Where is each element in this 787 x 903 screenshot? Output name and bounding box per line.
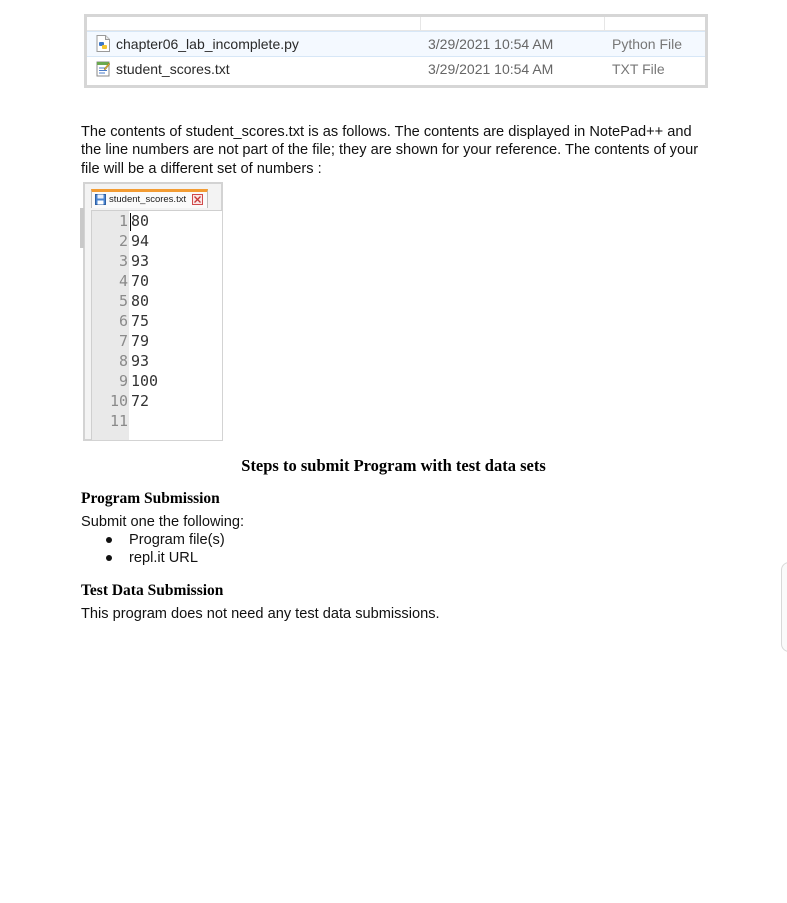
file-explorer-list [84, 14, 708, 88]
editor-line [92, 391, 222, 411]
notepad-tab[interactable] [91, 189, 208, 208]
line-number: 3 [118, 252, 128, 270]
notepad-editor[interactable] [91, 210, 222, 440]
editor-line [92, 311, 222, 331]
editor-line [92, 411, 222, 431]
file-row-python[interactable] [87, 31, 705, 57]
editor-line [92, 331, 222, 351]
line-text: 93 [131, 252, 150, 270]
file-type: Python File [612, 36, 683, 52]
line-text: 75 [131, 312, 150, 330]
list-item-text: Program file(s) [129, 532, 225, 548]
editor-line [92, 251, 222, 271]
editor-line [92, 371, 222, 391]
line-text: 80 [131, 212, 150, 230]
file-date: 3/29/2021 10:54 AM [428, 36, 554, 52]
line-text: 70 [131, 272, 150, 290]
save-file-icon [95, 194, 106, 205]
line-number: 9 [118, 372, 128, 390]
bullet-icon [106, 537, 112, 543]
line-text: 100 [131, 372, 159, 390]
line-number: 1 [118, 212, 128, 230]
list-item [81, 531, 225, 549]
line-number: 2 [118, 232, 128, 250]
test-data-heading: Test Data Submission [81, 582, 224, 599]
line-number: 11 [109, 412, 128, 430]
list-item-text: repl.it URL [129, 550, 198, 566]
file-date: 3/29/2021 10:54 AM [428, 61, 554, 77]
line-text: 93 [131, 352, 150, 370]
notepad-tab-title: student_scores.txt [109, 194, 187, 205]
text-file-icon [96, 60, 110, 77]
bullet-icon [106, 555, 112, 561]
editor-line [92, 291, 222, 311]
editor-line [92, 231, 222, 251]
line-number: 8 [118, 352, 128, 370]
program-submission-heading: Program Submission [81, 490, 220, 507]
line-text: 72 [131, 392, 150, 410]
editor-line [92, 211, 222, 231]
fold-margin [80, 208, 84, 248]
side-panel-handle[interactable] [781, 562, 787, 652]
editor-line [92, 351, 222, 371]
line-text: 80 [131, 292, 150, 310]
file-name: chapter06_lab_incomplete.py [116, 36, 299, 52]
test-data-text: This program does not need any test data submissions. [81, 606, 440, 622]
list-item [81, 549, 225, 567]
file-name: student_scores.txt [116, 61, 230, 77]
line-text: 94 [131, 232, 150, 250]
editor-line [92, 271, 222, 291]
submission-options-list [81, 531, 225, 567]
python-file-icon [96, 35, 110, 52]
line-number: 6 [118, 312, 128, 330]
line-text: 79 [131, 332, 150, 350]
file-row-txt[interactable] [87, 57, 705, 81]
program-submission-intro: Submit one the following: [81, 514, 245, 530]
line-number: 10 [109, 392, 128, 410]
notepad-screenshot [83, 182, 223, 441]
file-type: TXT File [612, 61, 665, 77]
line-number: 5 [118, 292, 128, 310]
steps-title: Steps to submit Program with test data sets [241, 456, 546, 475]
close-icon[interactable] [192, 194, 203, 205]
file-list-header [87, 17, 705, 31]
line-number: 7 [118, 332, 128, 350]
line-number: 4 [118, 272, 128, 290]
intro-paragraph: The contents of student_scores.txt is as follows. The contents are displayed in NotePad++ and the line numbers are not part of the file; they are shown for your reference. The contents of your file will be a different set of numbers : [81, 123, 699, 177]
